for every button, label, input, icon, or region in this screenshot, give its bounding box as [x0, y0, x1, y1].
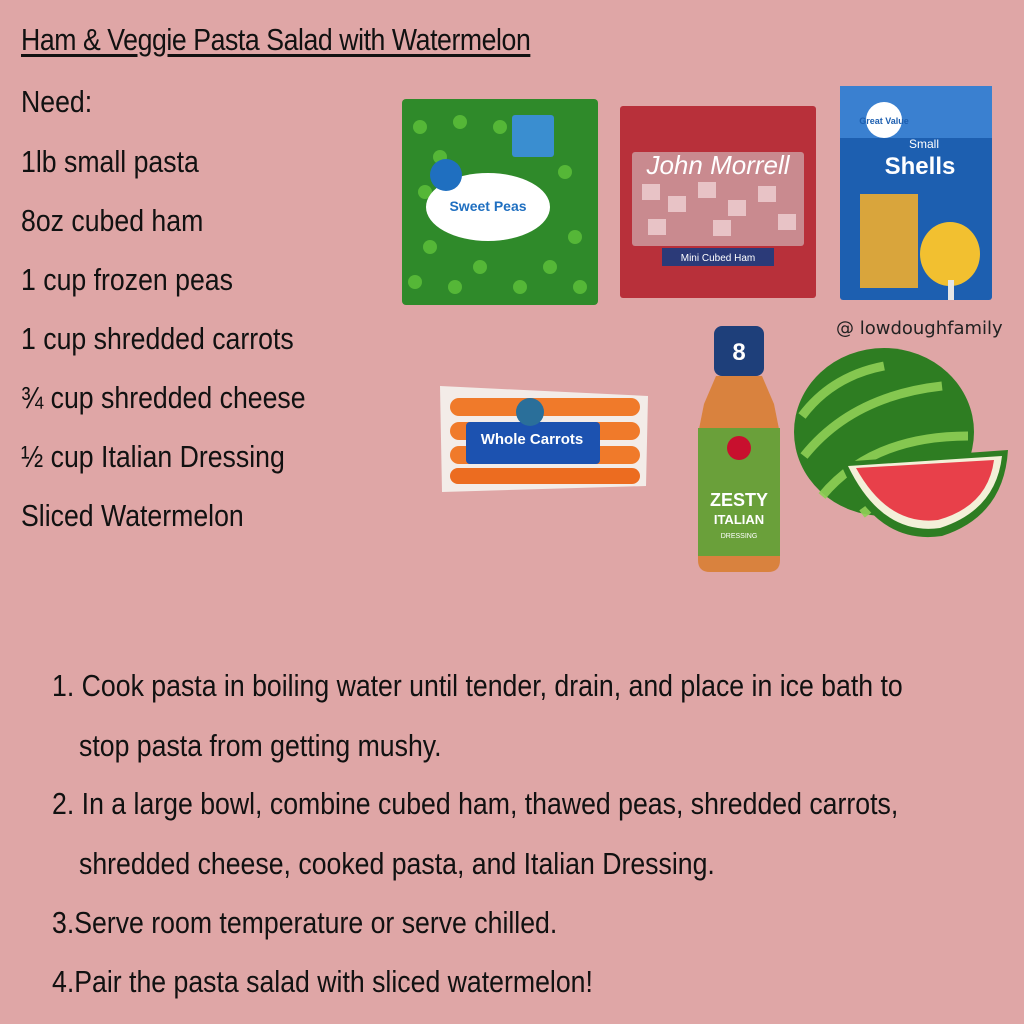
ingredient-item: Sliced Watermelon [21, 498, 244, 533]
step-2-line-2: shredded cheese, cooked pasta, and Italian Dressing. [79, 846, 715, 881]
carrots-label: Whole Carrots [480, 431, 584, 448]
carrots-package-image [432, 376, 656, 500]
step-1-line-2: stop pasta from getting mushy. [79, 728, 442, 763]
step-4: 4.Pair the pasta salad with sliced watermelon! [52, 964, 593, 999]
ingredient-item: 1lb small pasta [21, 144, 199, 179]
ingredient-item: 1 cup shredded carrots [21, 321, 294, 356]
peas-package-image [400, 97, 600, 307]
peas-label: Sweet Peas [449, 198, 527, 214]
brand-logo-icon [430, 159, 462, 191]
ingredient-item: ¾ cup shredded cheese [21, 380, 306, 415]
shells-label: Shells [884, 153, 956, 180]
recipe-title: Ham & Veggie Pasta Salad with Watermelon [21, 22, 531, 57]
dressing-bottle-image [684, 324, 794, 576]
dressing-label-3: DRESSING [720, 533, 758, 540]
ham-brand: John Morrell [646, 150, 790, 180]
step-1-line-1: 1. Cook pasta in boiling water until tender, drain, and place in ice bath to [52, 668, 903, 703]
step-2-line-1: 2. In a large bowl, combine cubed ham, thawed peas, shredded carrots, [52, 786, 899, 821]
need-label: Need: [21, 84, 93, 119]
ingredient-item: ½ cup Italian Dressing [21, 439, 285, 474]
ham-package-image [618, 104, 818, 300]
dressing-size: 8 [732, 339, 746, 366]
watermelon-image [792, 346, 1014, 550]
social-handle: @ lowdoughfamily [836, 318, 1003, 339]
ingredient-item: 8oz cubed ham [21, 203, 204, 238]
shells-package-image [838, 84, 994, 302]
dressing-label-1: ZESTY [709, 490, 769, 510]
step-3: 3.Serve room temperature or serve chilled. [52, 905, 558, 940]
shells-sub: Small [908, 137, 940, 151]
ham-label: Mini Cubed Ham [680, 253, 756, 264]
ingredient-item: 1 cup frozen peas [21, 262, 233, 297]
dressing-label-2: ITALIAN [713, 512, 765, 527]
shells-brand: Great Value [859, 116, 909, 126]
